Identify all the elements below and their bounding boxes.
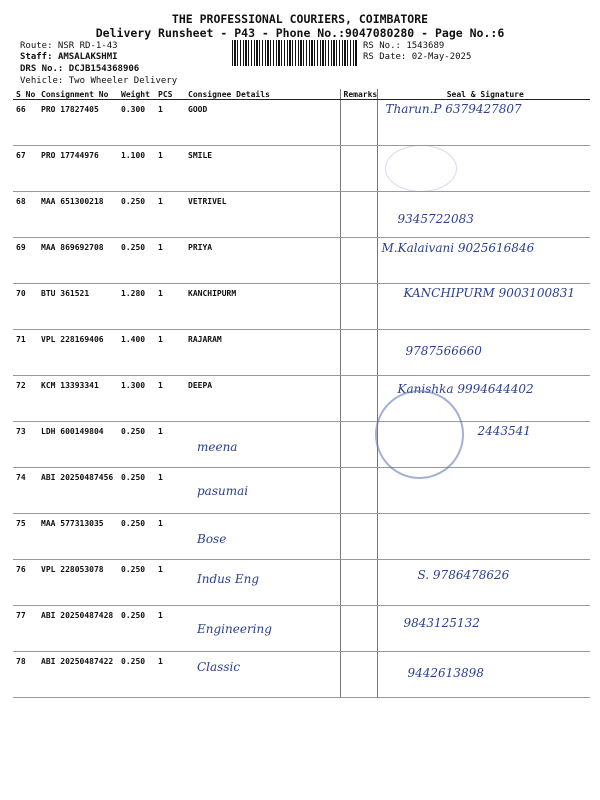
row-remarks — [340, 652, 377, 698]
rs-number: RS No.: 1543689 — [363, 41, 445, 51]
row-weight: 1.280 — [118, 284, 155, 330]
row-consignment-no: PRO 17827405 — [38, 100, 118, 146]
row-remarks — [340, 284, 377, 330]
row-consignment-no: ABI 20250487422 — [38, 652, 118, 698]
faded-seal-stamp — [385, 145, 457, 192]
header-remarks: Remarks — [340, 89, 377, 100]
table-row — [13, 652, 590, 698]
row-remarks — [340, 192, 377, 238]
row-remarks — [340, 606, 377, 652]
row-remarks — [340, 514, 377, 560]
header-pcs: PCS — [155, 89, 185, 100]
row-consignee-name: PRIYA — [188, 243, 213, 252]
row-consignment-no: BTU 361521 — [38, 284, 118, 330]
row-remarks — [340, 422, 377, 468]
row-pcs: 1 — [155, 376, 185, 422]
row-consignee — [185, 606, 340, 652]
row-handwritten-consignee: Indus Eng — [197, 572, 260, 586]
row-signature-text: 9843125132 — [403, 616, 480, 630]
row-remarks — [340, 468, 377, 514]
row-signature-text: 9442613898 — [407, 666, 484, 680]
row-signature-text: Kanishka 9994644402 — [397, 382, 534, 396]
row-pcs: 1 — [155, 606, 185, 652]
row-sno: 75 — [13, 514, 38, 560]
company-title: THE PROFESSIONAL COURIERS, COIMBATORE — [171, 12, 429, 26]
row-signature-text: M.Kalaivani 9025616846 — [381, 241, 535, 255]
row-pcs: 1 — [155, 330, 185, 376]
table-row — [13, 376, 590, 422]
row-consignee — [185, 146, 340, 192]
row-consignee — [185, 652, 340, 698]
row-weight: 0.250 — [118, 192, 155, 238]
row-consignment-no: ABI 20250487456 — [38, 468, 118, 514]
row-weight: 0.250 — [118, 422, 155, 468]
row-consignee — [185, 468, 340, 514]
drs-number: DCJB154368906 — [68, 64, 140, 74]
row-remarks — [340, 330, 377, 376]
staff-line — [20, 52, 118, 63]
row-sno: 76 — [13, 560, 38, 606]
row-handwritten-consignee: meena — [197, 440, 238, 454]
table-row — [13, 330, 590, 376]
row-signature — [377, 514, 590, 560]
row-consignee — [185, 192, 340, 238]
table-row — [13, 560, 590, 606]
row-consignee — [185, 284, 340, 330]
row-weight: 1.100 — [118, 146, 155, 192]
row-pcs: 1 — [155, 652, 185, 698]
table-row — [13, 422, 590, 468]
row-remarks — [340, 376, 377, 422]
row-signature-text: S. 9786478626 — [417, 568, 510, 582]
row-sno: 68 — [13, 192, 38, 238]
staff-label: Staff: — [20, 52, 53, 62]
row-consignee-name: KANCHIPURM — [188, 289, 237, 298]
row-sno: 74 — [13, 468, 38, 514]
row-pcs: 1 — [155, 422, 185, 468]
row-consignee-name: VETRIVEL — [188, 197, 227, 206]
company-seal-stamp — [375, 390, 464, 479]
row-consignee-name: GOOD — [188, 105, 208, 114]
row-weight: 0.250 — [118, 652, 155, 698]
row-consignee — [185, 330, 340, 376]
row-consignment-no: MAA 869692708 — [38, 238, 118, 284]
row-consignment-no: VPL 228053078 — [38, 560, 118, 606]
row-sno: 73 — [13, 422, 38, 468]
row-signature-text: KANCHIPURM 9003100831 — [403, 286, 575, 300]
header-weight: Weight — [118, 89, 155, 100]
row-remarks — [340, 560, 377, 606]
row-handwritten-consignee: Engineering — [197, 622, 272, 636]
row-sno: 77 — [13, 606, 38, 652]
row-remarks — [340, 146, 377, 192]
runsheet-table — [13, 89, 590, 698]
row-weight: 0.250 — [118, 238, 155, 284]
row-sno: 72 — [13, 376, 38, 422]
row-signature-text: 9787566660 — [405, 344, 482, 358]
row-weight: 0.300 — [118, 100, 155, 146]
route-label: Route: NSR RD-1-43 — [20, 41, 118, 51]
row-signature-text: 2443541 — [477, 424, 531, 438]
row-consignment-no: ABI 20250487428 — [38, 606, 118, 652]
drs-label: DRS No.: — [20, 64, 64, 74]
row-consignment-no: MAA 577313035 — [38, 514, 118, 560]
row-weight: 0.250 — [118, 560, 155, 606]
table-row — [13, 192, 590, 238]
row-consignee — [185, 560, 340, 606]
row-signature — [377, 284, 590, 330]
row-pcs: 1 — [155, 468, 185, 514]
row-handwritten-consignee: Bose — [197, 532, 227, 546]
row-pcs: 1 — [155, 100, 185, 146]
runsheet-subtitle: Delivery Runsheet - P43 - Phone No.:9047080280 - Page No.:6 — [95, 26, 505, 40]
row-signature-text: Tharun.P 6379427807 — [385, 102, 522, 116]
table-row — [13, 100, 590, 146]
row-weight: 0.250 — [118, 606, 155, 652]
row-handwritten-consignee: pasumai — [197, 484, 249, 498]
row-consignment-no: PRO 17744976 — [38, 146, 118, 192]
row-pcs: 1 — [155, 560, 185, 606]
staff-name: AMSALAKSHMI — [57, 52, 118, 62]
row-pcs: 1 — [155, 284, 185, 330]
table-row — [13, 468, 590, 514]
row-sno: 78 — [13, 652, 38, 698]
row-signature — [377, 238, 590, 284]
row-sno: 67 — [13, 146, 38, 192]
row-consignment-no: LDH 600149804 — [38, 422, 118, 468]
rs-date: RS Date: 02-May-2025 — [363, 52, 472, 62]
table-row — [13, 284, 590, 330]
header-sno: S No — [13, 89, 38, 100]
row-pcs: 1 — [155, 192, 185, 238]
row-signature-text: 9345722083 — [397, 212, 474, 226]
table-row — [13, 514, 590, 560]
row-signature — [377, 560, 590, 606]
row-pcs: 1 — [155, 514, 185, 560]
header-seal-signature: Seal & Signature — [377, 89, 590, 100]
row-consignee-name: DEEPA — [188, 381, 213, 390]
row-remarks — [340, 238, 377, 284]
row-signature — [377, 652, 590, 698]
row-consignee — [185, 514, 340, 560]
row-consignee — [185, 100, 340, 146]
row-signature — [377, 606, 590, 652]
row-signature — [377, 100, 590, 146]
row-consignment-no: MAA 651300218 — [38, 192, 118, 238]
row-consignee-name: SMILE — [188, 151, 213, 160]
header-consignment-no: Consignment No — [38, 89, 118, 100]
row-consignee — [185, 376, 340, 422]
row-consignee-name: RAJARAM — [188, 335, 222, 344]
row-consignment-no: VPL 228169406 — [38, 330, 118, 376]
row-pcs: 1 — [155, 146, 185, 192]
barcode — [232, 40, 357, 66]
table-row — [13, 606, 590, 652]
row-weight: 1.300 — [118, 376, 155, 422]
row-weight: 0.250 — [118, 468, 155, 514]
header-consignee-details: Consignee Details — [185, 89, 340, 100]
row-sno: 69 — [13, 238, 38, 284]
drs-line — [20, 64, 139, 75]
row-consignee — [185, 422, 340, 468]
vehicle-label: Vehicle: Two Wheeler Delivery — [20, 76, 178, 86]
row-consignment-no: KCM 13393341 — [38, 376, 118, 422]
row-sno: 70 — [13, 284, 38, 330]
table-row — [13, 238, 590, 284]
row-weight: 0.250 — [118, 514, 155, 560]
row-sno: 71 — [13, 330, 38, 376]
row-remarks — [340, 100, 377, 146]
row-handwritten-consignee: Classic — [197, 660, 241, 674]
row-pcs: 1 — [155, 238, 185, 284]
table-header-row — [13, 89, 590, 100]
row-sno: 66 — [13, 100, 38, 146]
row-signature — [377, 192, 590, 238]
table-row — [13, 146, 590, 192]
row-weight: 1.400 — [118, 330, 155, 376]
row-consignee — [185, 238, 340, 284]
row-signature — [377, 330, 590, 376]
